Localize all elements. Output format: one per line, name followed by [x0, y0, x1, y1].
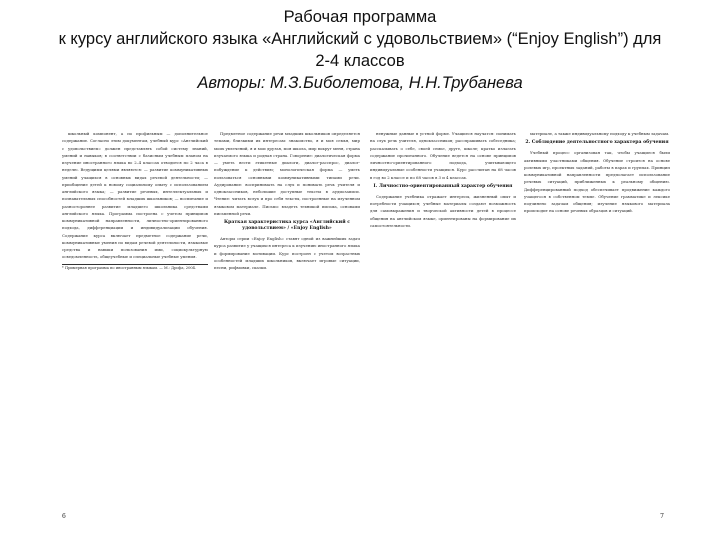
scan-column-4-heading: 2. Соблюдение деятельностного характера обучения — [525, 140, 669, 146]
title-line-2: к курсу английского языка «Английский с удовольствием» (“Enjoy English”) для — [58, 30, 662, 48]
scan-column-4-text-2: Учебный процесс организован так, чтобы учащиеся были активными участниками общения. Обучение строится на основе ролевых игр, проектных заданий, работы в парах и группах. Принцип коммуникативной направленности предполагает использование речевых ситуаций, приближенных к реальному общению. Дифференцированный подход обеспечивает продвижение каждого учащегося в собственном темпе. Обучение грамматике и лексике подчинено задачам общения; изучение языкового материала происходит на основе речевых образцов и ситуаций. — [524, 150, 670, 214]
scan-column-2-heading: Краткая характеристика курса «Английский с удовольствием» / «Enjoy English» — [223, 220, 351, 231]
scan-footnote: * Примерная программа по иностранным языкам. — М.: Дрофа, 2004. — [62, 264, 208, 271]
page-number-right: 7 — [660, 513, 664, 520]
scan-column-3 — [370, 130, 516, 229]
scan-column-1 — [62, 130, 208, 271]
scan-column-4-text: материале, а также индивидуальному подходу к учебным задачам. — [530, 131, 670, 136]
scanned-book-spread — [58, 126, 670, 528]
authors-line: Авторы: М.З.Биболетова, Н.Н.Трубанева — [197, 74, 523, 92]
scan-column-3-text: ненужные данные в устной форме. Учащиеся научатся: понимать на слух речь учителя, одноклассников; расспрашивать собеседника; рассказывать о себе, своей семье, друге, школе; кратко излагать содержание прочитанного. Обучение ведется на основе принципов личностно-ориентированного подхода, учитывающего индивидуальные особенности учащихся. Курс рассчитан на 68 часов в год во 2 классе и по 68 часов в 3 и 4 классах. — [370, 131, 516, 180]
scan-column-3-text-2: Содержание учебника отражает интересы, жизненный опыт и потребности учащихся; учебные материалы создают возможность для самовыражения и творческой активности детей в процессе общения на английском языке, ориентированы на формирование их самостоятельности. — [370, 193, 516, 228]
title-line-1: Рабочая программа — [283, 8, 437, 26]
title-line-3: 2-4 классов — [315, 52, 405, 70]
scan-column-2-text-2: Авторы серии «Enjoy English» ставят одной из важнейших задач курса развитие у учащихся интереса к изучению иностранного языка и формирование мотивации. Курс построен с учетом возрастных особенностей младших школьников, включает игровые ситуации, песни, рифмовки, сказки. — [214, 236, 360, 270]
scan-column-2 — [214, 130, 360, 271]
page-number-left: 6 — [62, 513, 66, 520]
scan-column-2-text: Предметное содержание речи младших школьников определяется темами, близкими их интересам: знакомство, я и моя семья, мир моих увлечений, я и мои друзья, моя школа, мир вокруг меня, страна изучаемого языка и родная страна. Говорение: диалогическая форма — уметь вести этикетные диалоги, диалог-расспрос, диалог-побуждение к действию; монологическая форма — уметь пользоваться основными коммуникативными типами речи. Аудирование: воспринимать на слух и понимать речь учителя и одноклассников, небольшие доступные тексты в аудиозаписи. Чтение: читать вслух и про себя тексты, построенные на изученном языковом материале. Письмо: владеть техникой письма, основами письменной речи. — [214, 131, 360, 216]
scan-column-1-text: школьный компонент, а по профильным — дополнительное содержание. Согласно этим документам, учебный курс «Английский с удовольствием» должен представлять собой систему знаний, умений и навыков; в соответствии с базисным учебным планом на изучение иностранного языка во 2–4 классах отводится по 2 часа в неделю. Ведущими целями являются: — развитие коммуникативных умений учащихся в основных видах речевой деятельности; — приобщение детей к новому социальному опыту с использованием английского языка; — развитие речевых, интеллектуальных и познавательных способностей младших школьников; — воспитание и разностороннее развитие младшего школьника средствами английского языка. Программа построена с учетом принципов коммуникативной направленности, личностно-ориентированного подхода, дифференциации и индивидуализации обучения. Содержание курса включает предметное содержание речи, коммуникативные умения по видам речевой деятельности, языковые средства и навыки пользования ими, социокультурную осведомленность, общеучебные и специальные учебные умения. — [62, 131, 208, 260]
scan-column-3-heading: I. Личностно-ориентированный характер обучения — [373, 183, 513, 189]
scan-column-4 — [524, 130, 670, 215]
document-title-block — [0, 6, 720, 94]
